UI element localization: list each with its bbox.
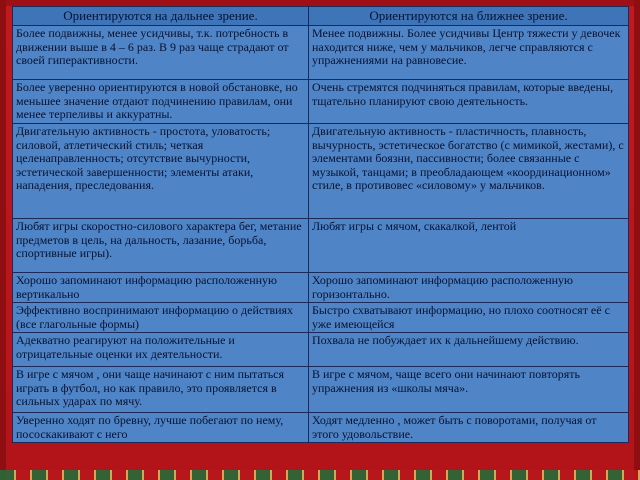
cell-near: Похвала не побуждает их к дальнейшему действию.: [309, 333, 629, 367]
cell-far: Более уверенно ориентируются в новой обстановке, но меньшее значение отдают подчинению правилам, они менее терпеливы и аккуратны.: [13, 80, 309, 124]
left-ornament-border: [0, 0, 6, 480]
header-far-vision: Ориентируются на дальнее зрение.: [13, 7, 309, 26]
cell-far: Эффективно воспринимают информацию о действиях (все глагольные формы): [13, 303, 309, 333]
table-row: [13, 273, 629, 303]
table-row: [13, 367, 629, 413]
cell-near: Хорошо запоминают информацию расположенную горизонтально.: [309, 273, 629, 303]
cell-far: Более подвижны, менее усидчивы, т.к. потребность в движении выше в 4 – 6 раз. В 9 раз чаще страдают от своей гиперактивности.: [13, 26, 309, 80]
cell-near: Любят игры с мячом, скакалкой, лентой: [309, 219, 629, 273]
right-ornament-border: [634, 0, 640, 480]
table-row: [13, 80, 629, 124]
cell-far: Уверенно ходят по бревну, лучше побегают по нему, пососкакивают с него: [13, 413, 309, 443]
cell-far: Двигательную активность - простота, уловатость; силовой, атлетический стиль; четкая целенаправленность; отсутствие вычурности, эстетической завершенности; элементы атаки, нападения, преследования.: [13, 124, 309, 219]
cell-far: В игре с мячом , они чаще начинают с ним пытаться играть в футбол, но как правило, это проявляется в сильных ударах по мячу.: [13, 367, 309, 413]
table-header-row: [13, 7, 629, 26]
cell-far: Адекватно реагируют на положительные и отрицательные оценки их деятельности.: [13, 333, 309, 367]
cell-near: Ходят медленно , может быть с поворотами, получая от этого удовольствие.: [309, 413, 629, 443]
cell-near: Быстро схватывают информацию, но плохо соотносят её с уже имеющейся: [309, 303, 629, 333]
table-row: [13, 303, 629, 333]
table-row: [13, 26, 629, 80]
cell-far: Любят игры скоростно-силового характера бег, метание предметов в цель, на дальность, лазание, борьба, спортивные игры).: [13, 219, 309, 273]
cell-near: Очень стремятся подчиняться правилам, которые введены, тщательно планируют свою деятельность.: [309, 80, 629, 124]
table-row: [13, 219, 629, 273]
table-row: [13, 333, 629, 367]
cell-near: Менее подвижны. Более усидчивы Центр тяжести у девочек находится ниже, чем у мальчиков, легче справляются с упражнениями на равновесие.: [309, 26, 629, 80]
comparison-table: [12, 6, 629, 443]
cell-near: Двигательную активность - пластичность, плавность, вычурность, эстетическое богатство (с мимикой, жестами), с элементами боязни, пассивности; более связанные с музыкой, танцами; в преобладающем «координационном» стиле, в противовес «силовому» у мальчиков.: [309, 124, 629, 219]
bottom-ornament-border: [0, 470, 640, 480]
cell-far: Хорошо запоминают информацию расположенную вертикально: [13, 273, 309, 303]
header-near-vision: Ориентируются на ближнее зрение.: [309, 7, 629, 26]
cell-near: В игре с мячом, чаще всего они начинают повторять упражнения из «школы мяча».: [309, 367, 629, 413]
table-row: [13, 124, 629, 219]
table-row: [13, 413, 629, 443]
